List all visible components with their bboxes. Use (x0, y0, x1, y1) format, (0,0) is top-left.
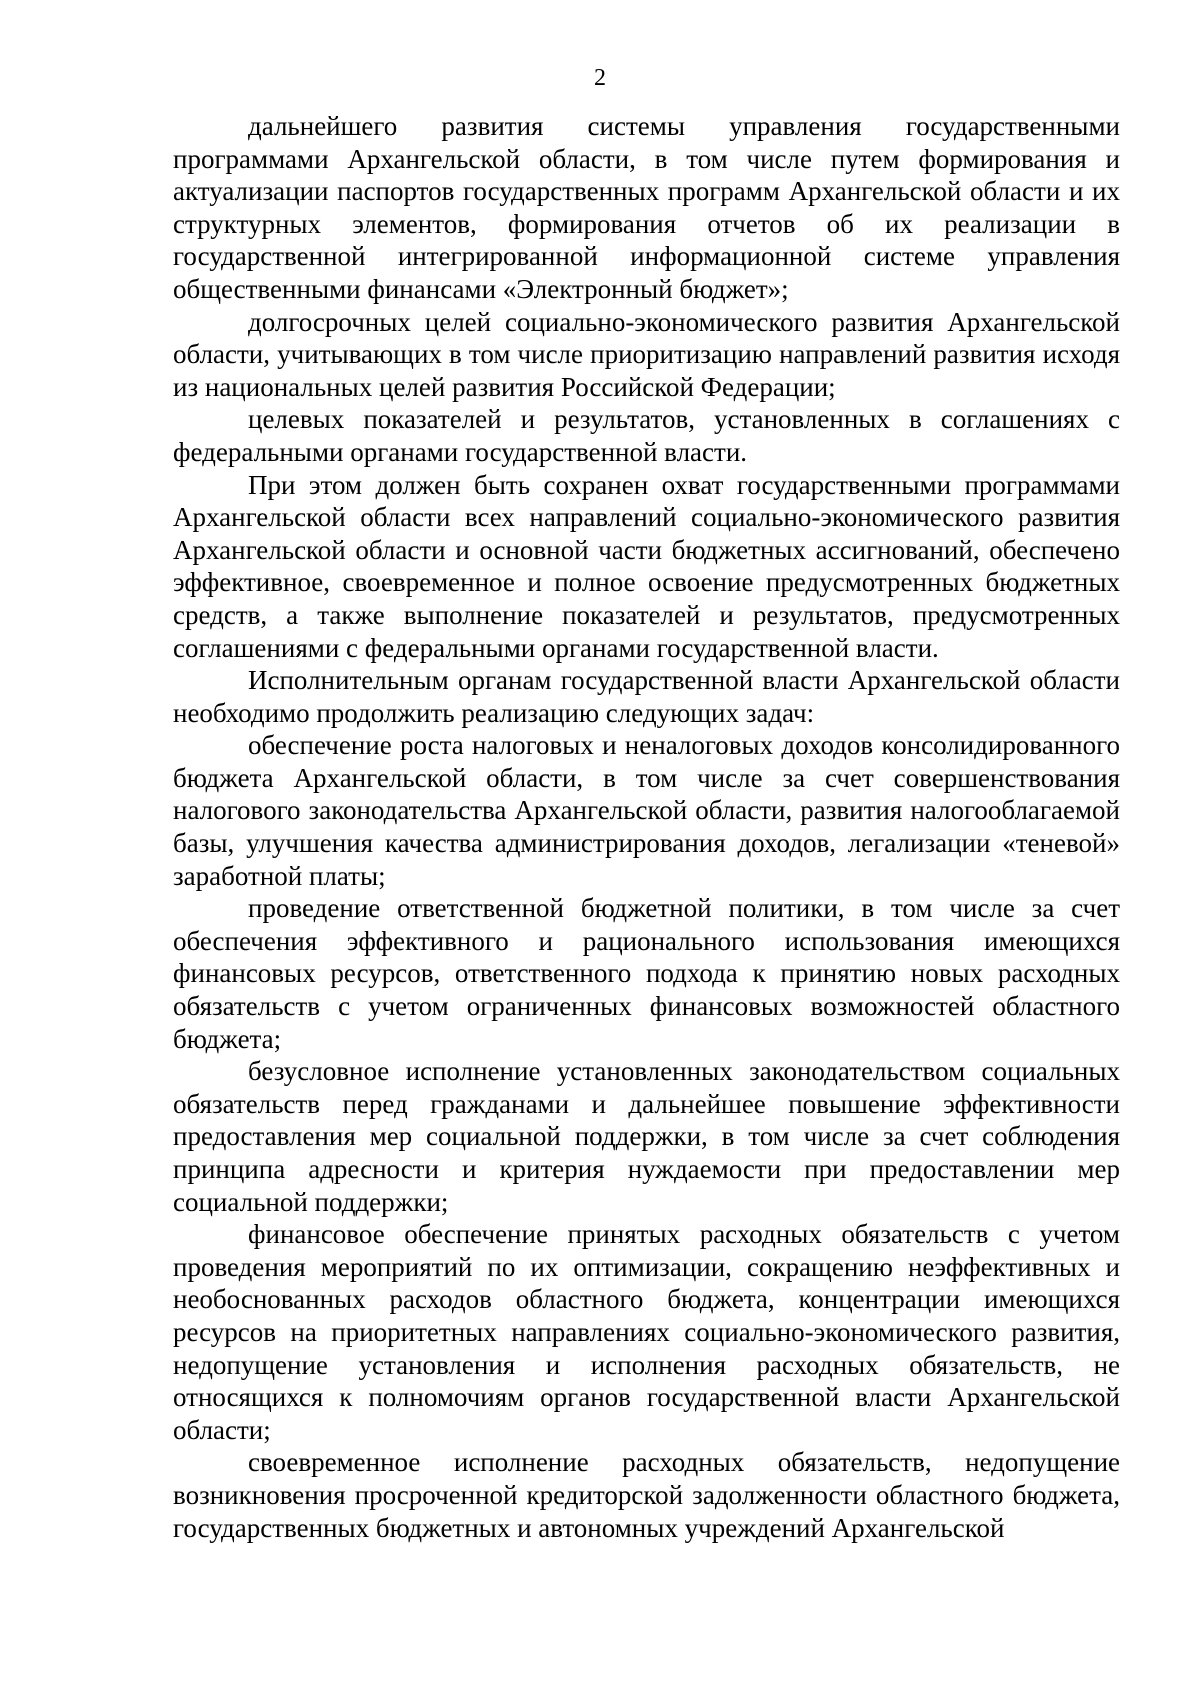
paragraph: обеспечение роста налоговых и неналоговых доходов консолидированного бюджета Архангельской области, в том числе за счет совершенствования налогового законодательства Архангельской области, развития налогооблагаемой базы, улучшения качества администрирования доходов, легализации «теневой» заработной платы; (173, 730, 1120, 891)
paragraph: дальнейшего развития системы управления государственными программами Архангельской области, в том числе путем формирования и актуализации паспортов государственных программ Архангельской области и их структурных элементов, формирования отчетов об их реализации в государственной интегрированной информационной системе управления общественными финансами «Электронный бюджет»; (173, 111, 1120, 304)
paragraph: целевых показателей и результатов, установленных в соглашениях с федеральными органами государственной власти. (173, 404, 1120, 467)
paragraph: безусловное исполнение установленных законодательством социальных обязательств перед гражданами и дальнейшее повышение эффективности предоставления мер социальной поддержки, в том числе за счет соблюдения принципа адресности и критерия нуждаемости при предоставлении мер социальной поддержки; (173, 1056, 1120, 1217)
document-body (173, 110, 1120, 1544)
paragraph: проведение ответственной бюджетной политики, в том числе за счет обеспечения эффективного и рационального использования имеющихся финансовых ресурсов, ответственного подхода к принятию новых расходных обязательств с учетом ограниченных финансовых возможностей областного бюджета; (173, 893, 1120, 1054)
paragraph: финансовое обеспечение принятых расходных обязательств с учетом проведения мероприятий по их оптимизации, сокращению неэффективных и необоснованных расходов областного бюджета, концентрации имеющихся ресурсов на приоритетных направлениях социально-экономического развития, недопущение установления и исполнения расходных обязательств, не относящихся к полномочиям органов государственной власти Архангельской области; (173, 1219, 1120, 1445)
paragraph: При этом должен быть сохранен охват государственными программами Архангельской области всех направлений социально-экономического развития Архангельской области и основной части бюджетных ассигнований, обеспечено эффективное, своевременное и полное освоение предусмотренных бюджетных средств, а также выполнение показателей и результатов, предусмотренных соглашениями с федеральными органами государственной власти. (173, 469, 1120, 663)
page-number: 2 (594, 65, 606, 91)
paragraph: Исполнительным органам государственной власти Архангельской области необходимо продолжить реализацию следующих задач: (173, 665, 1120, 728)
paragraph: своевременное исполнение расходных обязательств, недопущение возникновения просроченной кредиторской задолженности областного бюджета, государственных бюджетных и автономных учреждений Архангельской (173, 1447, 1120, 1543)
paragraph: долгосрочных целей социально-экономического развития Архангельской области, учитывающих в том числе приоритизацию направлений развития исходя из национальных целей развития Российской Федерации; (173, 306, 1120, 402)
